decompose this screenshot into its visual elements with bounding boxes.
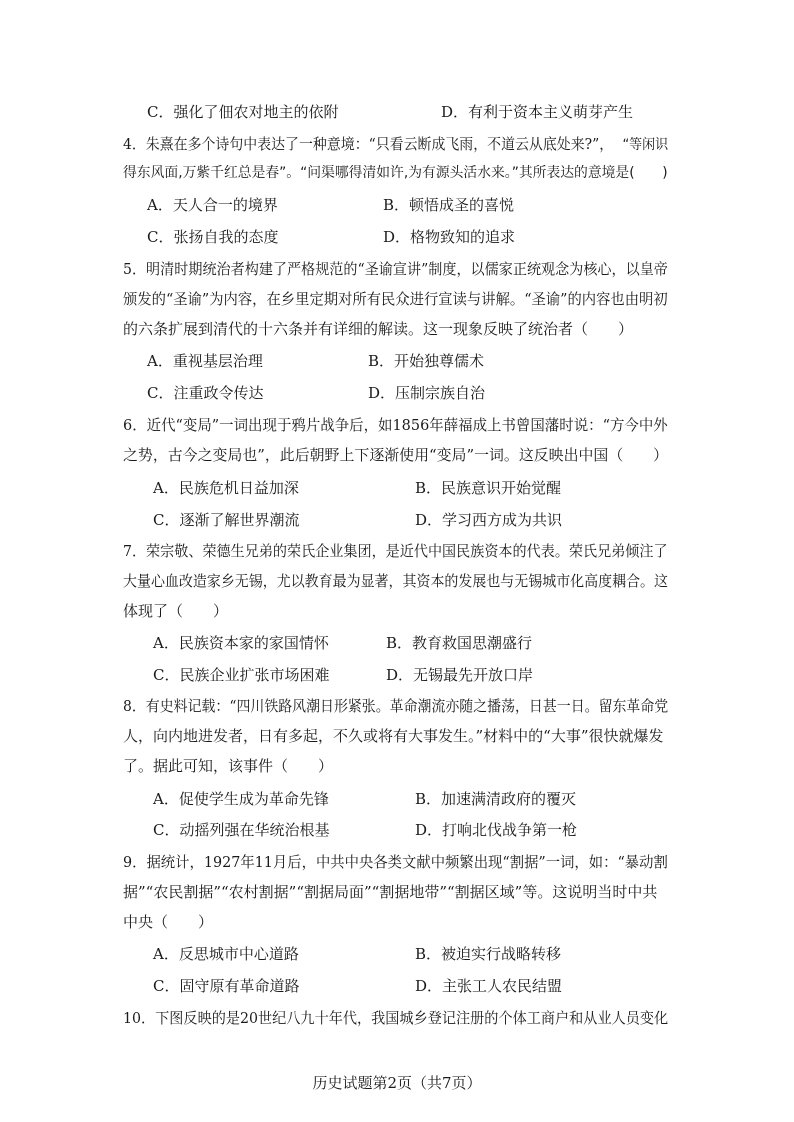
- q9-option-c: C．固守原有革命道路: [153, 977, 300, 995]
- q8-stem-line3: 了。据此可知，该事件（ ）: [123, 757, 334, 775]
- q4-stem-line1: [123, 133, 669, 156]
- q8-option-d: D．打响北伐战争第一枪: [415, 821, 578, 839]
- q8-option-a: A．促使学生成为革命先锋: [153, 790, 329, 808]
- q9-stem-line2: 据”“农民割据”“农村割据”“割据局面”“割据地带”“割据区域”等。这说明当时中共: [123, 883, 658, 901]
- q6-option-a: A．民族危机日益加深: [153, 479, 299, 497]
- q8-option-c: C．动摇列强在华统治根基: [153, 821, 330, 839]
- q10-stem-line1: 10．下图反映的是20世纪八九十年代，我国城乡登记注册的个体工商户和从业人员变化: [123, 1009, 669, 1027]
- q6-option-d: D．学习西方成为共识: [415, 511, 563, 529]
- q5-option-b: B．开始独尊儒术: [368, 352, 485, 370]
- q9-option-d: D．主张工人农民结盟: [415, 977, 563, 995]
- q3-option-c: C．强化了佃农对地主的依附: [147, 103, 339, 121]
- q5-stem-line2: 颁发的“圣谕”为内容，在乡里定期对所有民众进行宣读与讲解。“圣谕”的内容也由明初: [123, 290, 668, 308]
- q5-option-c: C．注重政令传达: [147, 384, 264, 402]
- page-footer: 历史试题第2页（共7页）: [312, 1074, 482, 1092]
- q9-stem-line1: 9．据统计，1927年11月后，中共中央各类文献中频繁出现“割据”一词，如：“暴动割: [123, 853, 668, 871]
- q5-stem-line3: 的六条扩展到清代的十六条并有详细的解读。这一现象反映了统治者（ ）: [123, 320, 634, 338]
- q5-option-a: A．重视基层治理: [147, 352, 263, 370]
- q4-option-b: B．顿悟成圣的喜悦: [383, 196, 515, 214]
- q7-option-a: A．民族资本家的家国情怀: [153, 634, 329, 652]
- q4-option-d: D．格物致知的追求: [383, 228, 516, 246]
- q6-stem-line2: 之势，古今之变局也”，此后朝野上下逐渐使用“变局”一词。这反映出中国（ ）: [123, 446, 669, 464]
- q7-stem-line2: 大量心血改造家乡无锡，尤以教育最为显著，其资本的发展也与无锡城市化高度耦合。这: [123, 572, 669, 590]
- q7-option-c: C．民族企业扩张市场困难: [153, 666, 330, 684]
- q9-option-b: B．被迫实行战略转移: [415, 945, 562, 963]
- q4-option-a: A．天人合一的境界: [147, 196, 278, 214]
- q8-stem-line2: 人，向内地进发者，日有多起，不久或将有大事发生。”材料中的“大事”很快就爆发: [123, 727, 664, 745]
- q4-stem-line1-text: 4．朱熹在多个诗句中表达了一种意境：“只看云断成飞雨，不道云从底处来?”，: [123, 135, 614, 153]
- q5-option-d: D．压制宗族自治: [368, 384, 486, 402]
- q8-stem-line1: 8．有史料记载：“四川铁路风潮日形紧张。革命潮流亦随之播荡，日甚一日。留东革命党: [123, 697, 669, 715]
- q5-stem-line1: 5．明清时期统治者构建了严格规范的“圣谕宣讲”制度，以儒家正统观念为核心，以皇帝: [123, 260, 668, 278]
- q3-option-d: D．有利于资本主义萌芽产生: [441, 103, 634, 121]
- q6-option-c: C．逐渐了解世界潮流: [153, 511, 300, 529]
- q7-stem-line1: 7．荣宗敬、荣德生兄弟的荣氏企业集团，是近代中国民族资本的代表。荣氏兄弟倾注了: [123, 542, 668, 560]
- q6-option-b: B．民族意识开始觉醒: [415, 479, 562, 497]
- q7-option-d: D．无锡最先开放口岸: [386, 666, 534, 684]
- q4-option-c: C．张扬自我的态度: [147, 228, 279, 246]
- q9-stem-line3: 中央（ ）: [123, 913, 214, 931]
- q7-stem-line3: 体现了（ ）: [123, 602, 229, 620]
- q7-option-b: B．教育救国思潮盛行: [386, 634, 533, 652]
- q8-option-b: B．加速满清政府的覆灭: [415, 790, 577, 808]
- q9-option-a: A．反思城市中心道路: [153, 945, 299, 963]
- q6-stem-line1: 6．近代“变局”一词出现于鸦片战争后，如1856年薛福成上书曾国藩时说：“方今中外: [123, 416, 668, 434]
- q4-stem-line1-tail: “等闲识: [622, 137, 669, 153]
- q4-stem-line2: 得东风面,万紫千红总是春”。“问渠哪得清如许,为有源头活水来。”其所表达的意境是( ): [123, 165, 668, 181]
